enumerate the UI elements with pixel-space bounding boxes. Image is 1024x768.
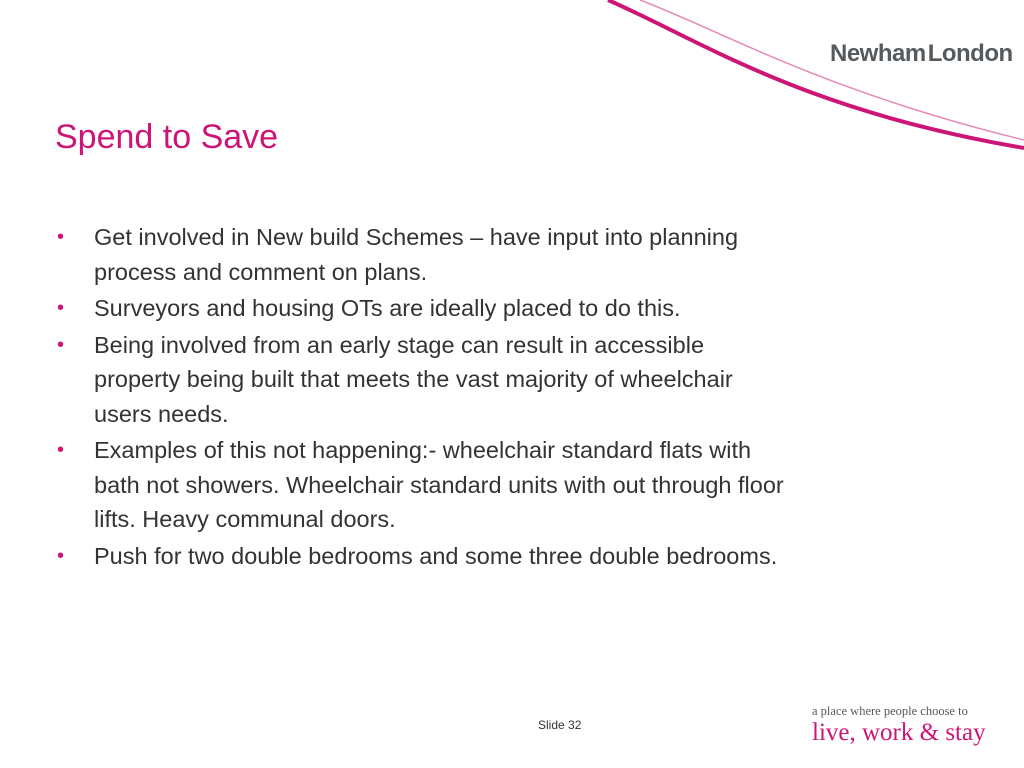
swoosh-curve-inner bbox=[640, 0, 1024, 140]
bullet-list bbox=[55, 220, 795, 575]
bullet-text: Push for two double bedrooms and some three double bedrooms. bbox=[94, 542, 778, 569]
logo-word-newham: Newham bbox=[830, 40, 926, 67]
bullet-item bbox=[55, 539, 795, 574]
tagline-big: live, work & stay bbox=[812, 719, 986, 746]
bullet-item bbox=[55, 220, 795, 289]
bullet-marker-icon: • bbox=[57, 439, 65, 461]
bullet-text: Surveyors and housing OTs are ideally placed to do this. bbox=[94, 295, 681, 321]
bullet-text: Get involved in New build Schemes – have input into planning process and comment on plans. bbox=[94, 224, 739, 285]
bullet-text: Examples of this not happening:- wheelchair standard flats with bath not showers. Wheelchair standard units with out through floor lifts. Heavy communal doors. bbox=[94, 437, 784, 532]
tagline-small: a place where people choose to bbox=[812, 704, 968, 718]
bullet-marker-icon: • bbox=[57, 226, 65, 248]
bullet-marker-icon: • bbox=[57, 544, 65, 567]
slide-title: Spend to Save bbox=[55, 118, 279, 156]
bullet-marker-icon: • bbox=[57, 297, 65, 319]
bullet-text: Being involved from an early stage can result in accessible property being built that meets the vast majority of wheelchair users needs. bbox=[94, 331, 733, 427]
tagline-logo bbox=[812, 704, 1002, 747]
bullet-item bbox=[55, 291, 795, 326]
bullet-item bbox=[55, 433, 795, 537]
bullet-marker-icon: • bbox=[57, 333, 65, 356]
bullet-item bbox=[55, 328, 795, 432]
logo-word-london: London bbox=[927, 40, 1013, 67]
slide-number: Slide 32 bbox=[538, 718, 582, 732]
newham-london-logo bbox=[830, 40, 1013, 68]
